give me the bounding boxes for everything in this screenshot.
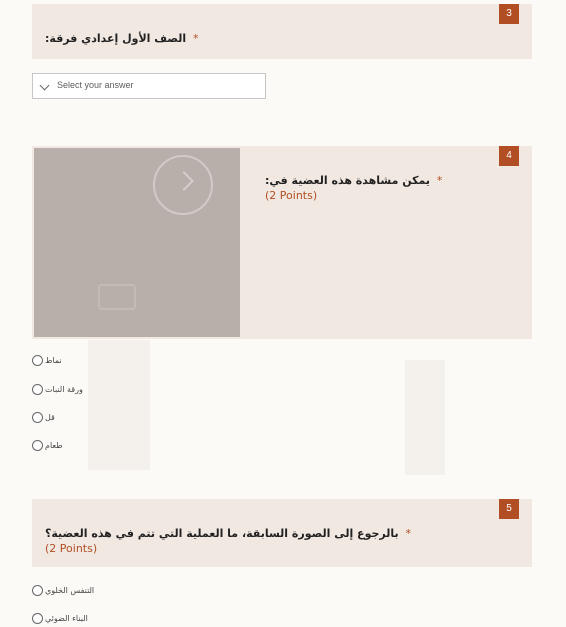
radio-button[interactable] — [32, 384, 43, 395]
question-title — [45, 32, 198, 45]
radio-button[interactable] — [32, 613, 43, 624]
question-text: يمكن مشاهدة هذه العضية في: — [265, 174, 431, 187]
question-title — [265, 174, 442, 202]
play-icon[interactable] — [153, 155, 213, 215]
answer-option[interactable] — [32, 583, 94, 597]
question-number-badge: 3 — [499, 4, 519, 24]
option-label: التنفس الخلوي — [45, 585, 95, 595]
question-5-card — [32, 499, 532, 567]
answer-dropdown[interactable] — [32, 73, 266, 99]
question-number-badge: 4 — [499, 146, 519, 166]
question-number-badge: 5 — [499, 499, 519, 519]
video-watermark-icon — [98, 284, 136, 310]
radio-button[interactable] — [32, 412, 43, 423]
question-text: الصف الأول إعدادي فرقة: — [45, 32, 187, 45]
required-asterisk: * — [192, 32, 199, 45]
question-points: (2 Points) — [265, 189, 318, 202]
option-label: البناء الضوئي — [45, 613, 88, 623]
question-points: (2 Points) — [45, 542, 98, 555]
answer-option[interactable] — [32, 611, 88, 625]
option-label: ورقة النبات — [45, 384, 83, 394]
radio-button[interactable] — [32, 585, 43, 596]
answer-option[interactable] — [32, 382, 83, 396]
option-label: طعام — [45, 440, 63, 450]
option-label: نماط — [45, 355, 62, 365]
answer-option[interactable] — [32, 353, 62, 367]
background-decoration — [405, 360, 445, 475]
chevron-down-icon — [40, 81, 50, 91]
radio-button[interactable] — [32, 355, 43, 366]
option-label: قل — [45, 412, 55, 422]
question-3-card — [32, 4, 532, 59]
required-asterisk: * — [436, 174, 443, 187]
radio-button[interactable] — [32, 440, 43, 451]
question-4-card — [32, 146, 532, 339]
question-video[interactable] — [34, 148, 240, 337]
dropdown-placeholder: Select your answer — [57, 80, 134, 90]
background-decoration — [88, 340, 150, 470]
question-text: بالرجوع إلى الصورة السابقة، ما العملية التي تتم في هذه العضية؟ — [45, 527, 399, 540]
question-title — [45, 527, 411, 555]
answer-option[interactable] — [32, 438, 63, 452]
required-asterisk: * — [405, 527, 411, 540]
answer-option[interactable] — [32, 410, 55, 424]
